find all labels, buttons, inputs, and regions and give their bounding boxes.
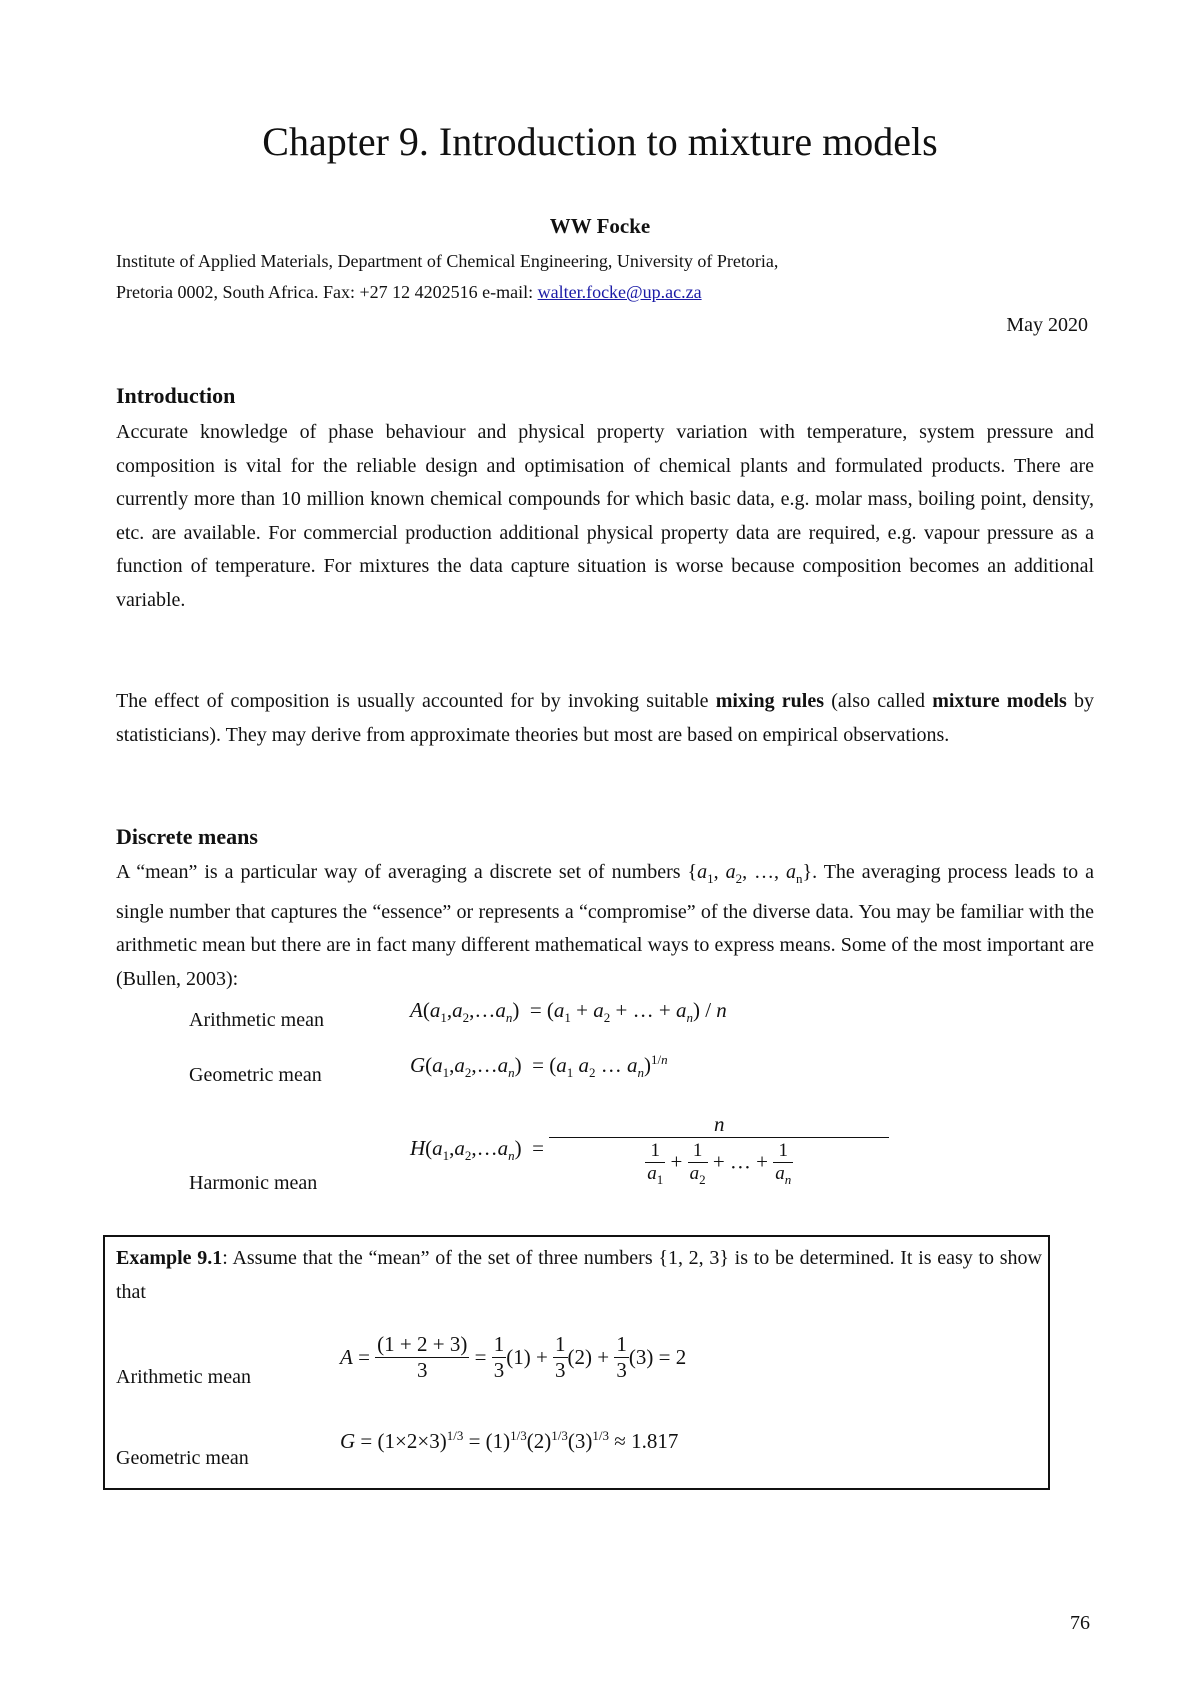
harmonic-mean-formula: $H(a_1,a_2,\dots a_n)$ = n $\frac{1}{a_1}$ + $\frac{1}{a_2}$ + … + $\frac{1}{a_n}$ [410, 1112, 889, 1188]
discrete-means-paragraph: A “mean” is a particular way of averaging a discrete set of numbers {$a_1$, $a_2$, …, $a_n$}. The averaging process leads to a single number that captures the “essence” or represents a “compromise” of the diverse data. You may be familiar with the arithmetic mean but there are in fact many different mathematical ways to express means. Some of the most important are (Bullen, 2003): [116, 861, 1094, 990]
example-geometric-label: Geometric mean [116, 1447, 249, 1469]
harmonic-mean-label: Harmonic mean [189, 1172, 318, 1194]
example-intro: Example 9.1: Assume that the “mean” of the set of three numbers {1, 2, 3} is to be determined. It is easy to show that [116, 1247, 1043, 1303]
publication-date: May 2020 [1006, 314, 1088, 336]
section-heading-introduction: Introduction [116, 383, 236, 408]
example-title: Example 9.1 [116, 1247, 223, 1269]
arithmetic-mean-label: Arithmetic mean [189, 1009, 324, 1031]
section-heading-discrete-means: Discrete means [116, 824, 258, 849]
page-title: Chapter 9. Introduction to mixture models [262, 119, 938, 164]
term-mixture-models: mixture models [932, 690, 1067, 712]
introduction-paragraph-2: The effect of composition is usually accounted for by invoking suitable mixing rules (also called mixture models by statisticians). They may derive from approximate theories but most are based on empirical observations. [116, 690, 1095, 746]
term-mixing-rules: mixing rules [715, 690, 825, 712]
affiliation-line-2 [116, 282, 702, 303]
geometric-mean-formula: $G(a_1,a_2,\dots a_n) = (a_1$ $a_2$ … $a_n)^{1/n}$ [410, 1052, 668, 1081]
example-arithmetic-formula: A = $\frac{(1 + 2 + 3)}{3}$ = $\frac{1}{3}$ (1) + $\frac{1}{3}$ (2) + $\frac{1}{3}$ (3) = 2 [340, 1332, 687, 1382]
arithmetic-mean-formula: $A(a_1,a_2,\dots a_n) = (a_1 + a_2$ + … + $a_n$) / n [410, 998, 727, 1026]
example-arithmetic-label: Arithmetic mean [116, 1366, 251, 1388]
example-geometric-formula: $G = (1\times 2\times 3)^{1/3} = (1)^{1/3}(2)^{1/3}(3)^{1/3} \approx 1.817$ [340, 1428, 679, 1453]
affiliation-line-1: Institute of Applied Materials, Department of Chemical Engineering, University of Pretoria, [116, 251, 779, 271]
author-name: WW Focke [549, 214, 651, 238]
affiliation-contact: Pretoria 0002, South Africa. Fax: +27 12 4202516 e-mail: [116, 282, 538, 302]
introduction-paragraph-1: Accurate knowledge of phase behaviour and physical property variation with temperature, system pressure and composition is vital for the reliable design and optimisation of chemical plants and formulated products. There are currently more than 10 million known chemical compounds for which basic data, e.g. molar mass, boiling point, density, etc. are available. For commercial production additional physical property data are required, e.g. vapour pressure as a function of temperature. For mixtures the data capture situation is worse because composition becomes an additional variable. [116, 421, 1094, 611]
geometric-mean-label: Geometric mean [189, 1064, 322, 1086]
email-link[interactable]: walter.focke@up.ac.za [537, 282, 702, 302]
page-number: 76 [1070, 1612, 1090, 1634]
